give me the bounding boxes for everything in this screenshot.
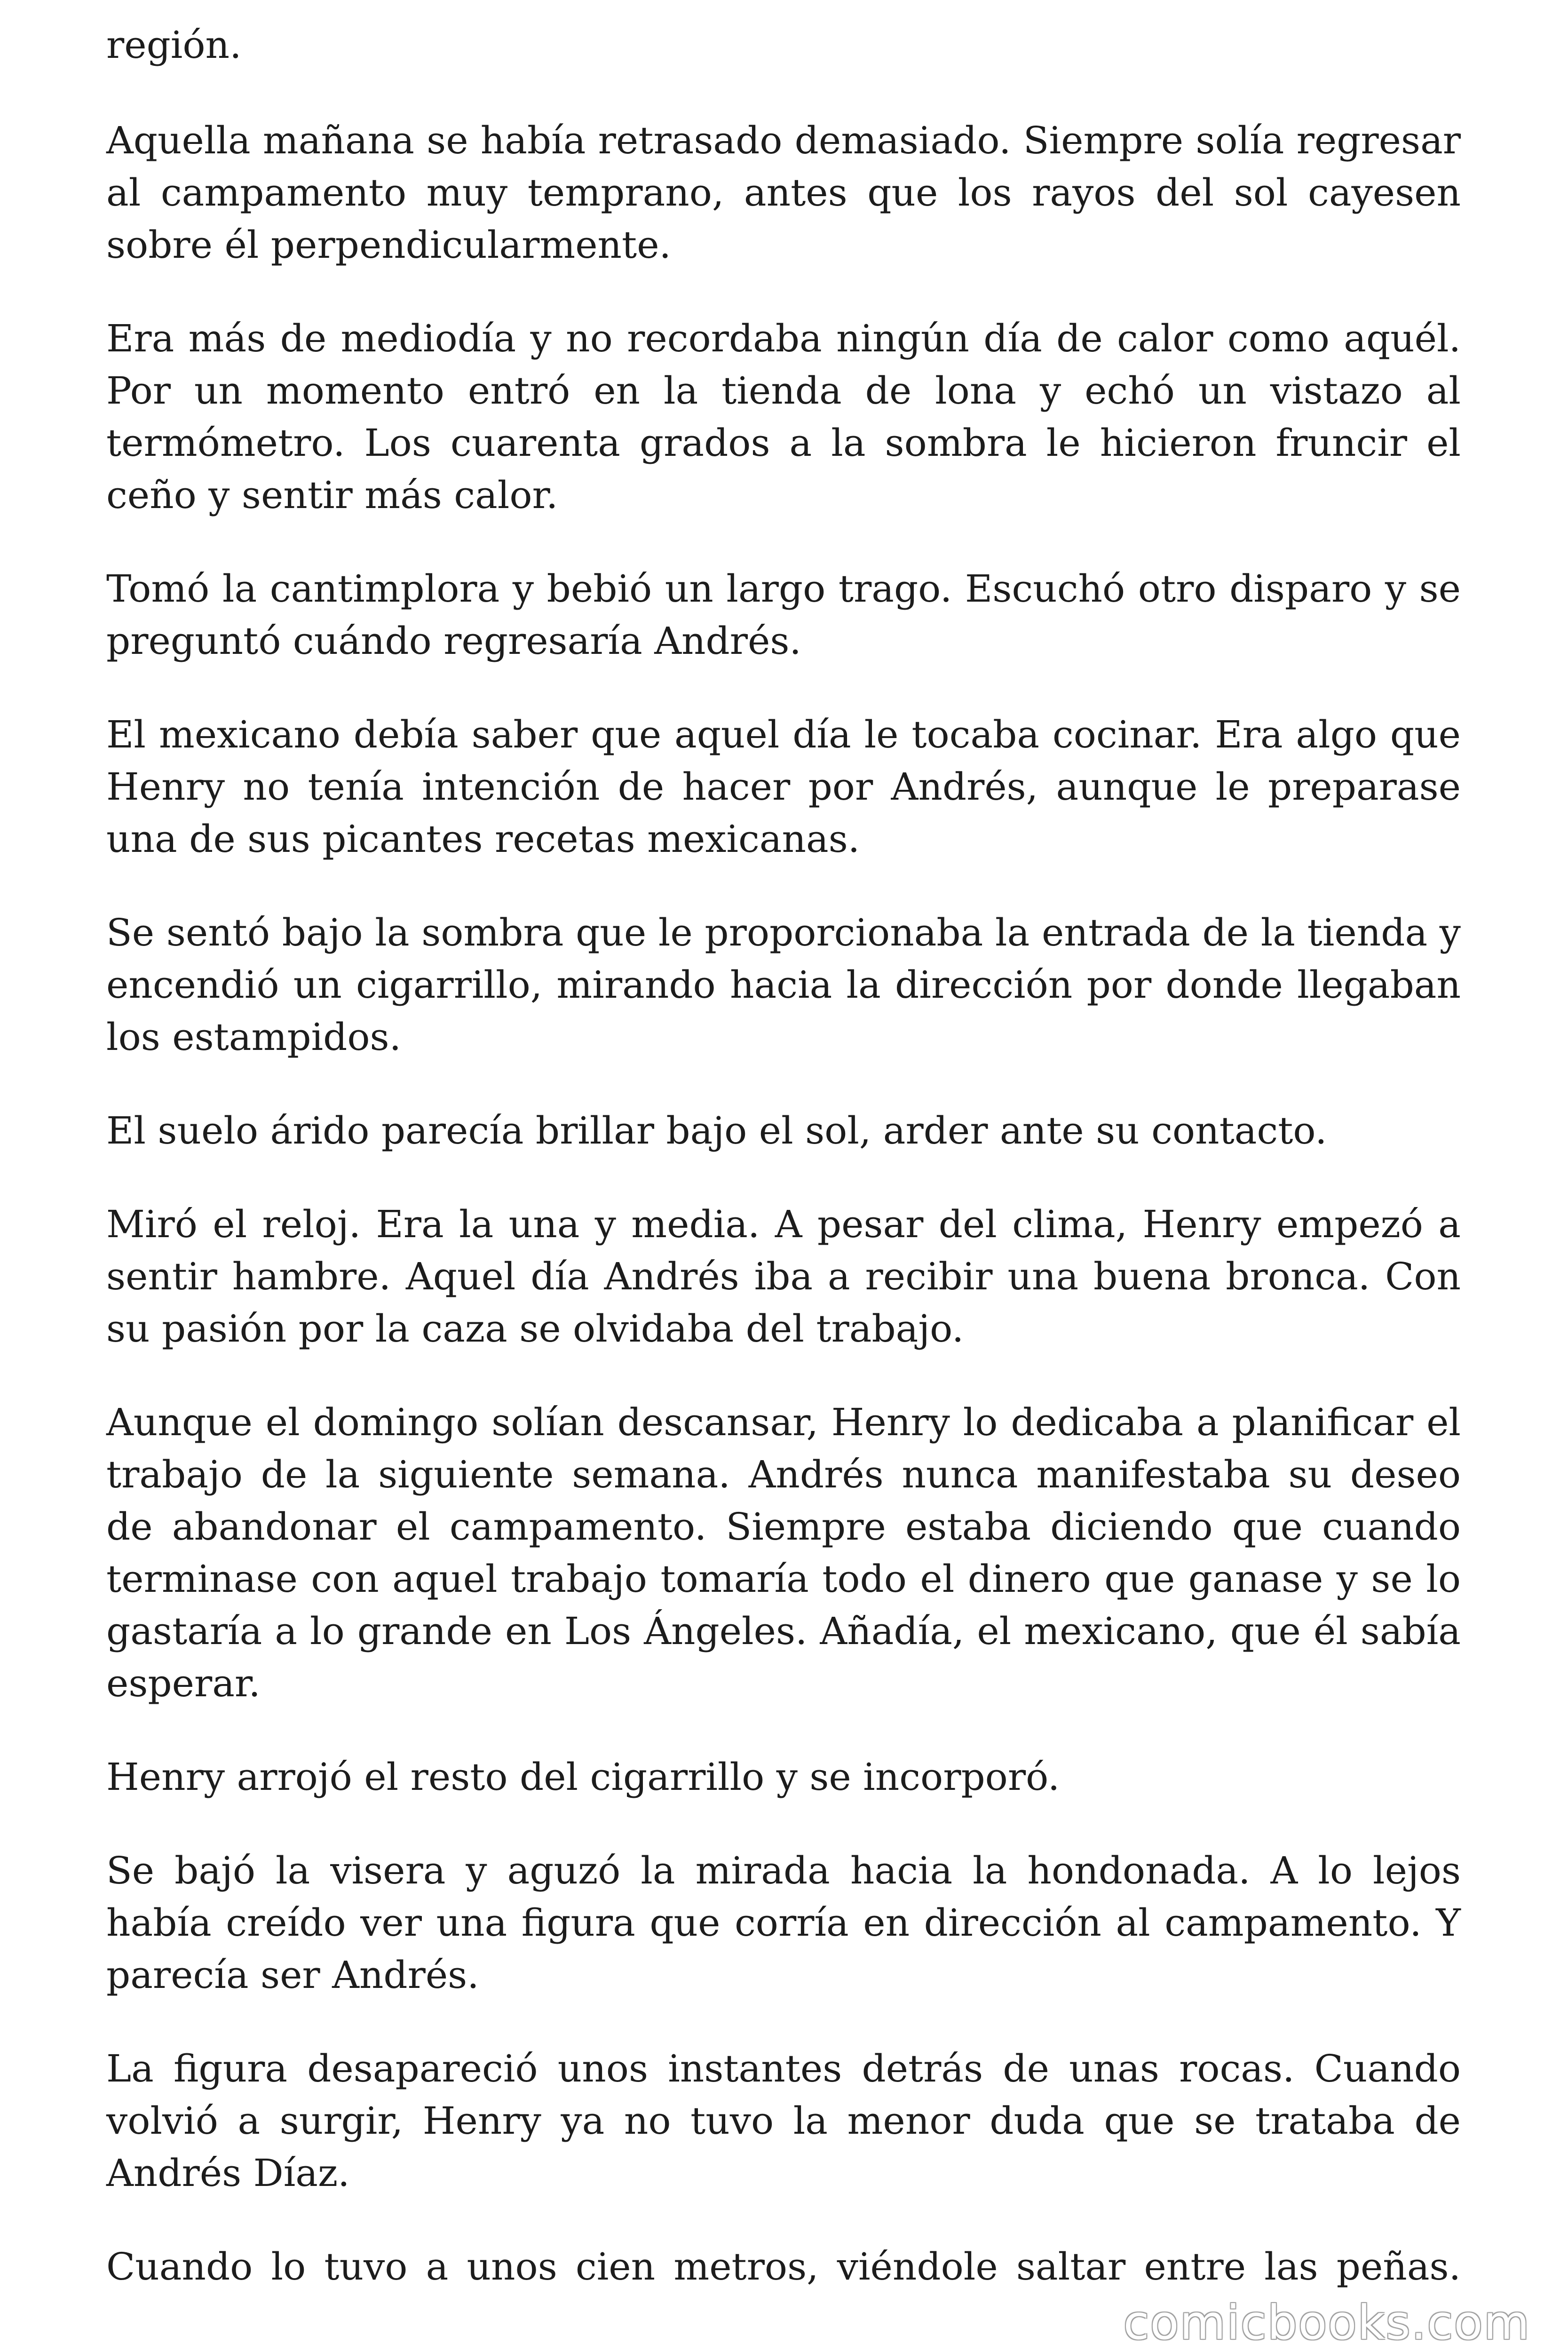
paragraph: El suelo árido parecía brillar bajo el sol, arder ante su contacto. [106,1109,1327,1152]
paragraph: Aunque el domingo solían descansar, Henry lo dedicaba a planificar el trabajo de la siguiente semana. Andrés nunca manifestaba su deseo de abandonar el campamento. Siempre estaba diciendo que cuando terminase con aquel trabajo tomaría todo el dinero que ganase y se lo gastaría a lo grande en Los Ángeles. Añadía, el mexicano, que él sabía esperar. [106,1400,1461,1705]
paragraph: región. [106,23,242,67]
paragraph: La figura desapareció unos instantes detrás de unas rocas. Cuando volvió a surgir, Henry ya no tuvo la menor duda que se trataba de Andrés Díaz. [106,2047,1461,2195]
paragraph: Se bajó la visera y aguzó la mirada hacia la hondonada. A lo lejos había creído ver una figura que corría en dirección al campamento. Y parecía ser Andrés. [106,1849,1461,1997]
paragraph: Henry arrojó el resto del cigarrillo y se incorporó. [106,1755,1060,1799]
paragraph: Tomó la cantimplora y bebió un largo trago. Escuchó otro disparo y se preguntó cuándo regresaría Andrés. [106,567,1461,663]
paragraph: Se sentó bajo la sombra que le proporcionaba la entrada de la tienda y encendió un cigarrillo, mirando hacia la dirección por donde llegaban los estampidos. [106,911,1461,1059]
paragraph: Aquella mañana se había retrasado demasiado. Siempre solía regresar al campamento muy temprano, antes que los rayos del sol cayesen sobre él perpendicularmente. [106,119,1461,267]
watermark: comicbooks.com [1123,2295,1530,2350]
paragraph: Miró el reloj. Era la una y media. A pesar del clima, Henry empezó a sentir hambre. Aquel día Andrés iba a recibir una buena bronca. Con su pasión por la caza se olvidaba del trabajo. [106,1202,1461,1351]
paragraph: El mexicano debía saber que aquel día le tocaba cocinar. Era algo que Henry no tenía intención de hacer por Andrés, aunque le preparase una de sus picantes recetas mexicanas. [106,713,1461,861]
paragraph: Era más de mediodía y no recordaba ningún día de calor como aquél. Por un momento entró en la tienda de lona y echó un vistazo al termómetro. Los cuarenta grados a la sombra le hicieron fruncir el ceño y sentir más calor. [106,317,1461,517]
paragraph: Cuando lo tuvo a unos cien metros, viéndole saltar entre las peñas. [106,2245,1461,2288]
page-text [106,19,1461,2334]
